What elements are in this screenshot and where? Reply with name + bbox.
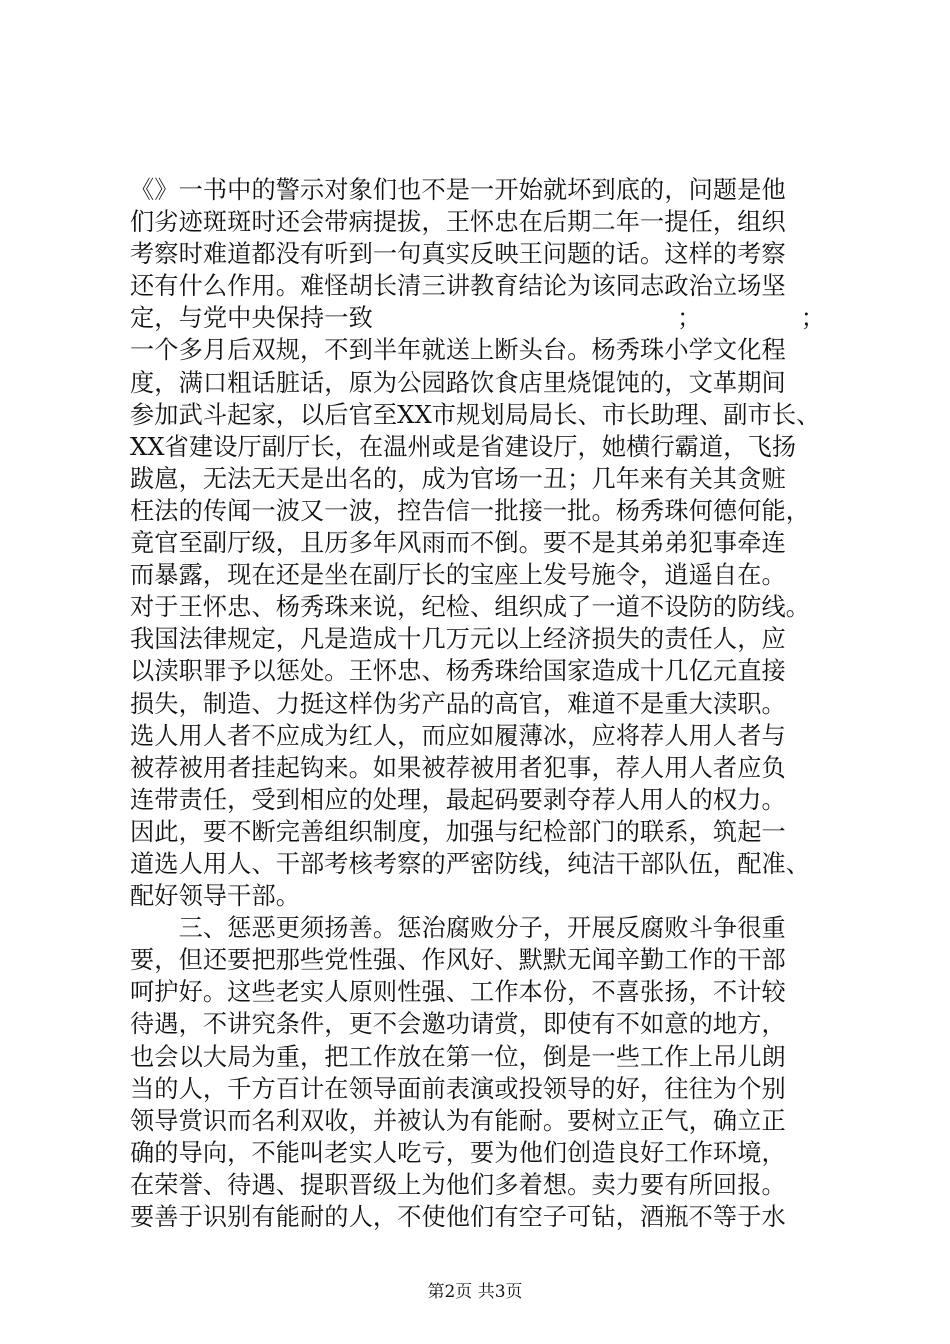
text-line: 被荐被用者挂起钩来。如果被荐被用者犯事，荐人用人者应负 bbox=[130, 753, 786, 782]
text-line: 以渎职罪予以惩处。王怀忠、杨秀珠给国家造成十几亿元直接 bbox=[130, 657, 786, 686]
text-line: 而暴露，现在还是坐在副厅长的宝座上发号施令，逍遥自在。 bbox=[130, 561, 786, 590]
text-line: 连带责任，受到相应的处理，最起码要剥夺荐人用人的权力。 bbox=[130, 785, 786, 814]
text-line: 要，但还要把那些党性强、作风好、默默无闻辛勤工作的干部 bbox=[130, 946, 786, 975]
paragraph-start-line: 三、惩恶更须扬善。惩治腐败分子，开展反腐败斗争很重 bbox=[130, 914, 786, 943]
text-line: 要善于识别有能耐的人，不使他们有空子可钻，酒瓶不等于水 bbox=[130, 1203, 786, 1231]
semicolon-mark: ； bbox=[800, 304, 825, 333]
text-line: 一个多月后双规，不到半年就送上断头台。杨秀珠小学文化程 bbox=[130, 336, 786, 365]
document-body bbox=[130, 174, 825, 1233]
text-line: 领导赏识而名利双收，并被认为有能耐。要树立正气，确立正 bbox=[130, 1106, 786, 1135]
text-line: 跋扈，无法无天是出名的，成为官场一丑；几年来有关其贪赃 bbox=[130, 464, 786, 493]
text-line: 当的人，千方百计在领导面前表演或投领导的好，往往为个别 bbox=[130, 1074, 786, 1103]
text-line: 们劣迹斑斑时还会带病提拔，王怀忠在后期二年一提任，组织 bbox=[130, 208, 786, 237]
text-line: 因此，要不断完善组织制度，加强与纪检部门的联系，筑起一 bbox=[130, 817, 786, 846]
text-line: 我国法律规定，凡是造成十几万元以上经济损失的责任人，应 bbox=[130, 625, 786, 654]
text-line: 考察时难道都没有听到一句真实反映王问题的话。这样的考察 bbox=[130, 240, 786, 269]
text-line: 配好领导干部。 bbox=[130, 882, 301, 911]
text-line: 道选人用人、干部考核考察的严密防线，纯洁干部队伍，配准、 bbox=[130, 849, 811, 878]
text-line: 《》一书中的警示对象们也不是一开始就坏到底的，问题是他 bbox=[130, 176, 786, 204]
text-line: 损失，制造、力挺这样伪劣产品的高官，难道不是重大渎职。 bbox=[130, 689, 786, 718]
text-line: 竟官至副厅级，且历多年风雨而不倒。要不是其弟弟犯事牵连 bbox=[130, 529, 786, 558]
text-line: 待遇，不讲究条件，更不会邀功请赏，即使有不如意的地方， bbox=[130, 1010, 786, 1039]
text-line: 确的导向，不能叫老实人吃亏，要为他们创造良好工作环境， bbox=[130, 1138, 786, 1167]
text-line-with-gaps bbox=[130, 302, 825, 334]
text-line: XX省建设厅副厅长，在温州或是省建设厅，她横行霸道，飞扬 bbox=[130, 432, 797, 461]
text-line: 参加武斗起家，以后官至XX市规划局局长、市长助理、副市长、 bbox=[130, 400, 821, 429]
text-line: 对于王怀忠、杨秀珠来说，纪检、组织成了一道不设防的防线。 bbox=[130, 593, 811, 622]
text-line: 还有什么作用。难怪胡长清三讲教育结论为该同志政治立场坚 bbox=[130, 272, 786, 301]
text-line: 呵护好。这些老实人原则性强、工作本份，不喜张扬，不计较 bbox=[130, 978, 786, 1007]
text-line: 度，满口粗话脏话，原为公园路饮食店里烧馄饨的，文革期间 bbox=[130, 368, 786, 397]
text-line: 在荣誉、待遇、提职晋级上为他们多着想。卖力要有所回报。 bbox=[130, 1170, 786, 1199]
text-line: 枉法的传闻一波又一波，控告信一批接一批。杨秀珠何德何能， bbox=[130, 496, 811, 525]
text-line: 选人用人者不应成为红人，而应如履薄冰，应将荐人用人者与 bbox=[130, 721, 786, 750]
text-line: 也会以大局为重，把工作放在第一位，倒是一些工作上吊儿朗 bbox=[130, 1042, 786, 1071]
semicolon-mark: ； bbox=[677, 304, 702, 333]
page-number-footer: 第2页 共3页 bbox=[427, 1282, 523, 1302]
text-line-fragment: 定，与党中央保持一致 bbox=[130, 304, 373, 333]
